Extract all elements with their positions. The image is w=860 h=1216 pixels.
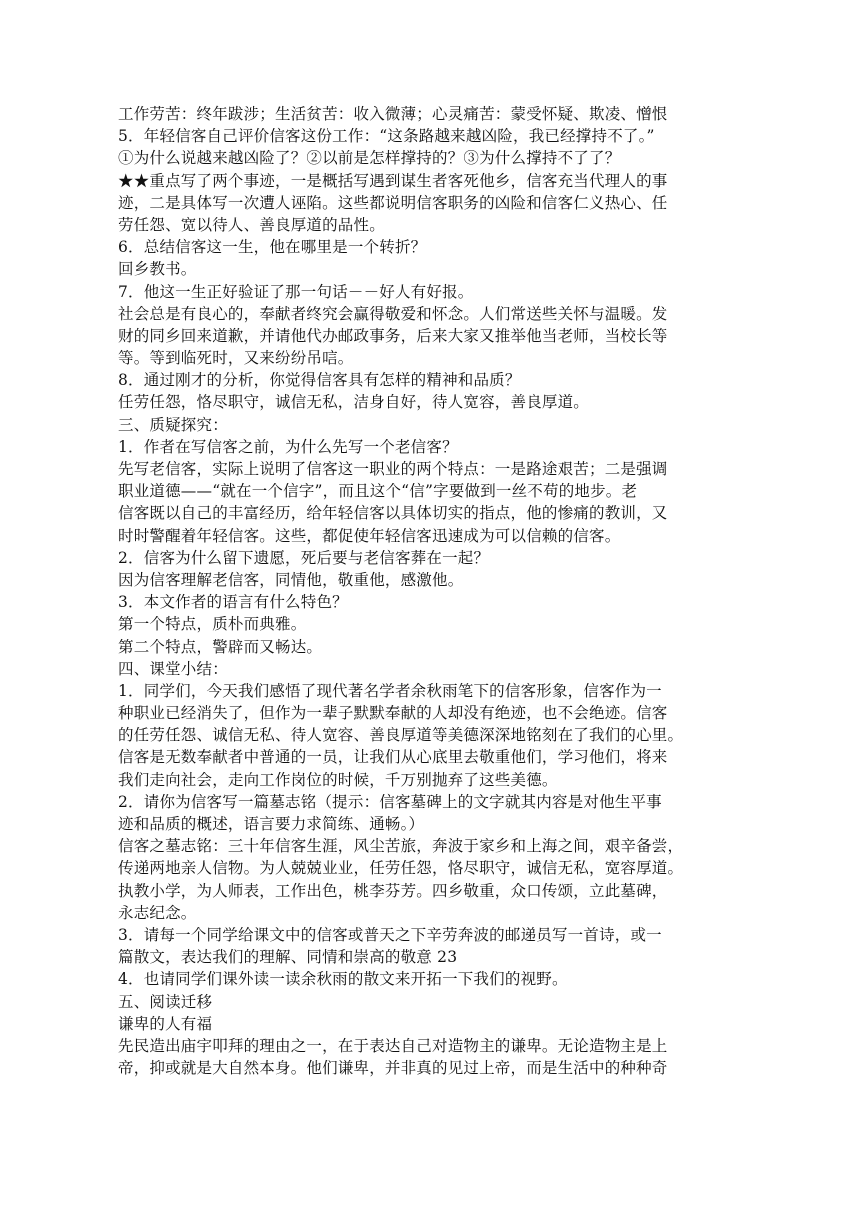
text-line: 1．作者在写信客之前，为什么先写一个老信客？: [118, 437, 458, 456]
text-line: 劳任怨、宽以待人、善良厚道的品性。: [118, 215, 385, 234]
text-line: 财的同乡回来道歉，并请他代办邮政事务，后来大家又推举他当老师，当校长等: [118, 326, 668, 345]
text-line: 的任劳任怨、诚信无私、待人宽容、善良厚道等美德深深地铭刻在了我们的心里。: [118, 726, 684, 745]
text-line: 先民造出庙宇叩拜的理由之一，在于表达自己对造物主的谦卑。无论造物主是上: [118, 1036, 668, 1055]
text-line: 3．请每一个同学给课文中的信客或普天之下辛劳奔波的邮递员写一首诗，或一: [118, 925, 662, 944]
text-line: 职业道德——“就在一个信字”，而且这个“信”字要做到一丝不苟的地步。老: [118, 482, 638, 501]
text-line: 3．本文作者的语言有什么特色？: [118, 593, 348, 612]
text-line: 信客既以自己的丰富经历，给年轻信客以具体切实的指点，他的惨痛的教训，又: [118, 504, 668, 523]
text-line: 4．也请同学们课外读一读余秋雨的散文来开拓一下我们的视野。: [118, 970, 568, 989]
text-line: 等。等到临死时，又来纷纷吊唁。: [118, 349, 354, 368]
section-heading: 五、阅读迁移: [118, 992, 213, 1011]
document-page: [118, 103, 748, 1079]
section-heading: 三、质疑探究：: [118, 415, 228, 434]
text-line: 第二个特点，警辟而又畅达。: [118, 637, 323, 656]
text-line: 社会总是有良心的，奉献者终究会赢得敬爱和怀念。人们常送些关怀与温暖。发: [118, 304, 668, 323]
text-line: 6．总结信客这一生，他在哪里是一个转折？: [118, 238, 427, 257]
text-line: 2．请你为信客写一篇墓志铭（提示：信客墓碑上的文字就其内容是对他生平事: [118, 792, 662, 811]
text-line: 7．他这一生正好验证了那一句话－－好人有好报。: [118, 282, 474, 301]
text-line: ①为什么说越来越凶险了？②以前是怎样撑持的？③为什么撑持不了了？: [118, 149, 621, 168]
text-line: 我们走向社会，走向工作岗位的时候，千万别抛弃了这些美德。: [118, 770, 558, 789]
text-line: 帝，抑或就是大自然本身。他们谦卑，并非真的见过上帝，而是生活中的种种奇: [118, 1059, 668, 1078]
text-line: 回乡教书。: [118, 260, 197, 279]
text-line: 信客是无数奉献者中普通的一员，让我们从心底里去敬重他们，学习他们，将来: [118, 748, 668, 767]
text-line: 任劳任怨，恪尽职守，诚信无私，洁身自好，待人宽容，善良厚道。: [118, 393, 590, 412]
text-line: 工作劳苦：终年跋涉；生活贫苦：收入微薄；心灵痛苦：蒙受怀疑、欺凌、憎恨: [118, 105, 668, 123]
text-line: 2．信客为什么留下遗愿，死后要与老信客葬在一起？: [118, 548, 490, 567]
passage-title: 谦卑的人有福: [118, 1014, 213, 1033]
text-line: 时时警醒着年轻信客。这些，都促使年轻信客迅速成为可以信赖的信客。: [118, 526, 621, 545]
text-line: 永志纪念。: [118, 903, 197, 922]
text-line: 篇散文，表达我们的理解、同情和崇高的敬意 23: [118, 948, 458, 967]
text-line: 迹，二是具体写一次遭人诬陷。这些都说明信客职务的凶险和信客仁义热心、任: [118, 193, 668, 212]
text-line: ★★重点写了两个事迹，一是概括写遇到谋生者客死他乡，信客充当代理人的事: [118, 171, 668, 190]
text-line: 传递两地亲人信物。为人兢兢业业，任劳任怨，恪尽职守，诚信无私，宽容厚道。: [118, 859, 684, 878]
text-line: 执教小学，为人师表，工作出色，桃李芬芳。四乡敬重，众口传颂，立此墓碑，: [118, 881, 668, 900]
text-line: 迹和品质的概述，语言要力求简练、通畅。）: [118, 815, 425, 833]
text-line: 因为信客理解老信客，同情他，敬重他，感激他。: [118, 570, 464, 589]
text-line: 信客之墓志铭：三十年信客生涯，风尘苦旅，奔波于家乡和上海之间，艰辛备尝，: [118, 837, 684, 856]
text-line: 种职业已经消失了，但作为一辈子默默奉献的人却没有绝迹，也不会绝迹。信客: [118, 704, 668, 723]
text-line: 1．同学们，今天我们感悟了现代著名学者余秋雨笔下的信客形象，信客作为一: [118, 681, 662, 700]
text-line: 第一个特点，质朴而典雅。: [118, 615, 307, 634]
section-heading: 四、课堂小结：: [118, 659, 228, 678]
text-line: 8．通过刚才的分析，你觉得信客具有怎样的精神和品质？: [118, 371, 521, 390]
text-line: 先写老信客，实际上说明了信客这一职业的两个特点：一是路途艰苦；二是强调: [118, 460, 668, 478]
text-line: 5．年轻信客自己评价信客这份工作：“这条路越来越凶险，我已经撑持不了。”: [118, 127, 655, 146]
